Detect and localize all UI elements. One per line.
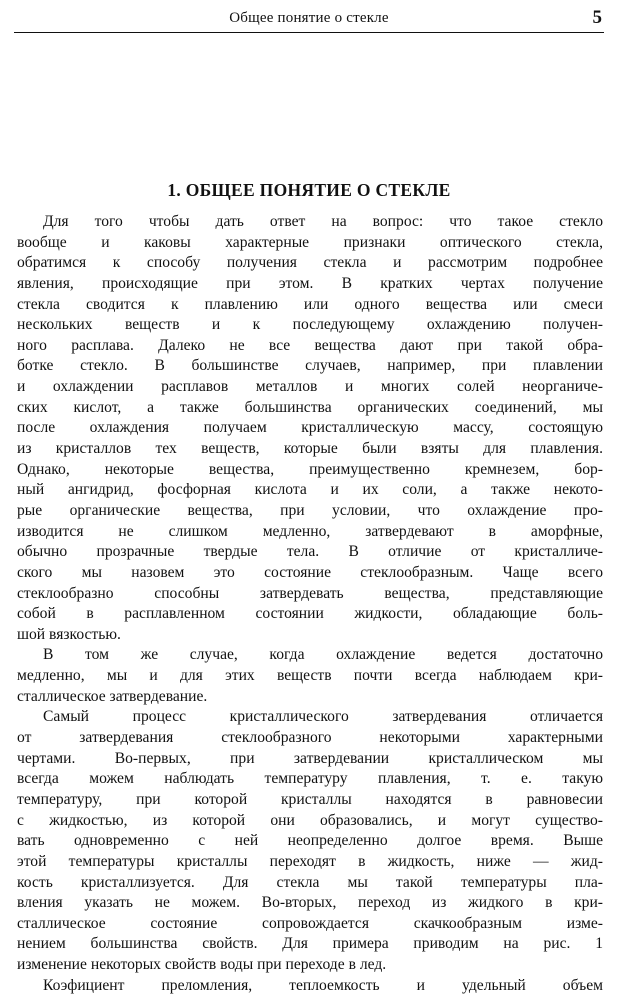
text-line: изводится не слишком медленно, затвердевают в аморфные,: [17, 522, 603, 540]
text-line: ный ангидрид, фосфорная кислота и их соли, а также некото-: [17, 481, 603, 499]
text-line: нескольких веществ и к последующему охлаждению получен-: [17, 316, 603, 334]
text-line: ботке стекло. В большинстве случаев, например, при плавлении: [17, 357, 603, 375]
text-line: температуру, при которой кристаллы находятся в равновесии: [17, 790, 603, 808]
page-number: 5: [592, 7, 602, 28]
text-line: явления, происходящие при этом. В кратких чертах получение: [17, 274, 603, 292]
text-line: обычно прозрачные твердые тела. В отличие от кристалличе-: [17, 543, 603, 561]
text-line: ского мы назовем это состояние стеклообразным. Чаще всего: [17, 563, 603, 581]
text-line: медленно, мы и для этих веществ почти всегда наблюдаем кри-: [17, 667, 603, 685]
running-header: [14, 6, 604, 33]
text-line: после охлаждения получаем кристаллическую массу, состоящую: [17, 419, 603, 437]
text-line: Самый процесс кристаллического затвердевания отличается: [43, 708, 603, 726]
text-line: сталлическое затвердевание.: [17, 687, 208, 705]
section-heading: 1. ОБЩЕЕ ПОНЯТИЕ О СТЕКЛЕ: [167, 180, 451, 200]
body-text: [17, 212, 603, 996]
text-line: Для того чтобы дать ответ на вопрос: что такое стекло: [43, 213, 603, 230]
text-line: сталлическое состояние сопровождается скачкообразным изме-: [17, 914, 603, 932]
text-line: всегда можем наблюдать температуру плавления, т. е. такую: [17, 770, 603, 788]
text-line: от затвердевания стеклообразного некоторыми характерными: [17, 729, 603, 747]
text-line: вообще и каковы характерные признаки оптического стекла,: [17, 233, 603, 251]
text-line: и охлаждении расплавов металлов и многих солей неорганиче-: [17, 378, 603, 396]
text-line: шой вязкостью.: [17, 625, 121, 643]
text-line: изменение некоторых свойств воды при переходе в лед.: [17, 956, 387, 974]
running-title: Общее понятие о стекле: [229, 10, 389, 26]
text-line: вления указать не можем. Во-вторых, переход из жидкого в кри-: [17, 894, 603, 912]
text-line: стеклообразно способны затвердевать вещества, представляющие: [17, 584, 603, 602]
text-line: рые органические вещества, при условии, что охлаждение про-: [17, 501, 603, 519]
text-line: обратимся к способу получения стекла и рассмотрим подробнее: [17, 254, 603, 272]
text-line: Однако, некоторые вещества, преимущественно кремнезем, бор-: [17, 460, 603, 478]
text-line: ного расплава. Далеко не все вещества дают при такой обра-: [17, 336, 603, 354]
text-line: нением большинства свойств. Для примера приводим на рис. 1: [17, 935, 603, 953]
text-line: В том же случае, когда охлаждение ведется достаточно: [43, 646, 603, 664]
text-line: Коэфициент преломления, теплоемкость и удельный объем: [43, 976, 603, 994]
text-line: этой температуры кристаллы переходят в жидкость, ниже — жид-: [17, 852, 603, 870]
text-line: стекла сводится к плавлению или одного вещества или смеси: [17, 295, 603, 313]
text-line: собой в расплавленном состоянии жидкости, обладающие боль-: [17, 605, 603, 623]
text-line: ских кислот, а также большинства органических соединений, мы: [17, 398, 603, 416]
text-line: вать одновременно с ней неопределенно долгое время. Выше: [17, 832, 603, 850]
text-line: чертами. Во-первых, при затвердевании кристаллическом мы: [17, 749, 603, 767]
text-line: кость кристаллизуется. Для стекла мы такой температуры пла-: [17, 873, 603, 891]
text-line: из кристаллов тех веществ, которые были взяты для плавления.: [17, 440, 603, 458]
text-line: с жидкостью, из которой они образовались, и могут существо-: [17, 811, 603, 829]
